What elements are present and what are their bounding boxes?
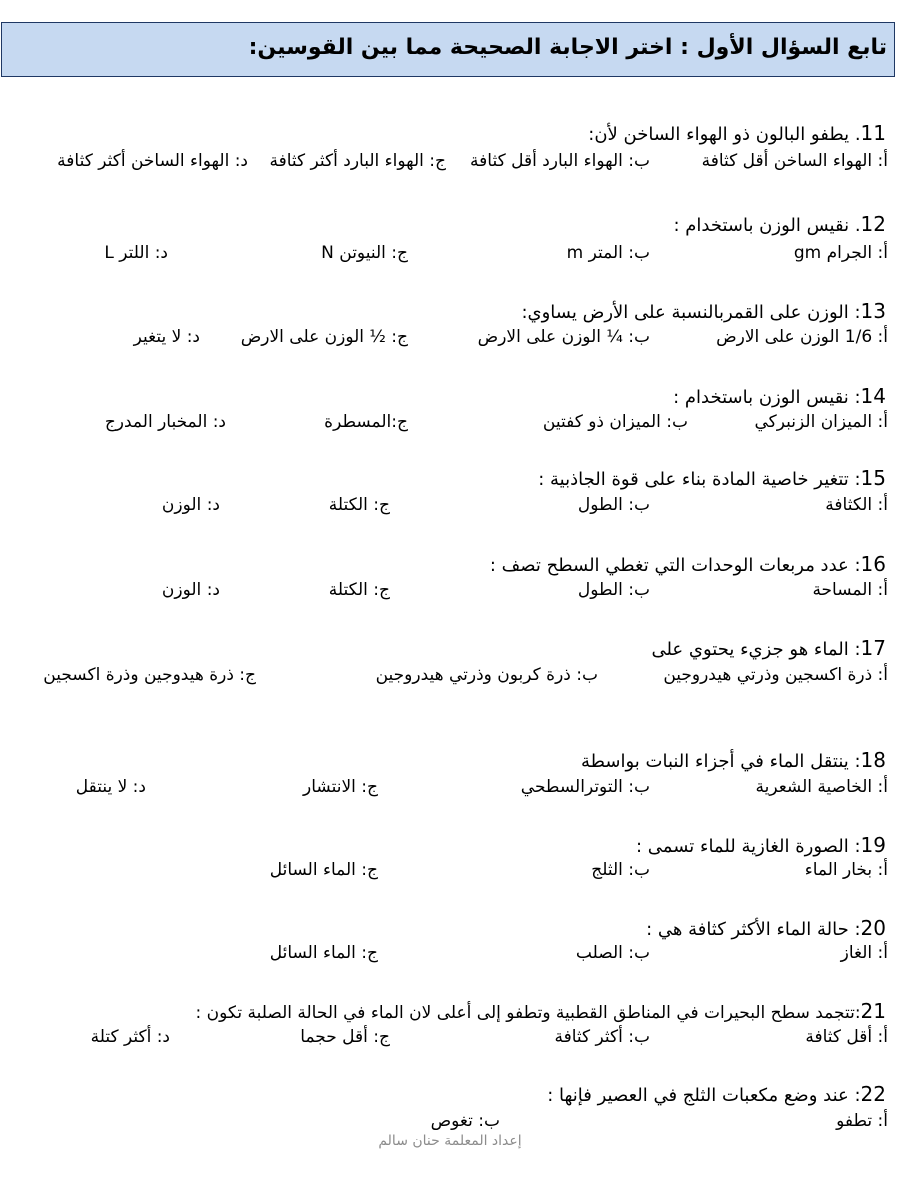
option-c: ج: الكتلة bbox=[328, 580, 390, 600]
author-credit: إعداد المعلمة حنان سالم bbox=[378, 1133, 522, 1149]
option-b: ب: المتر m bbox=[566, 243, 650, 263]
question-21 bbox=[196, 999, 886, 1023]
option-c: ج: الكتلة bbox=[328, 495, 390, 515]
options-18 bbox=[0, 777, 888, 801]
question-text: : حالة الماء الأكثر كثافة هي : bbox=[646, 919, 861, 940]
question-text: : ينتقل الماء في أجزاء النبات بواسطة bbox=[580, 751, 861, 772]
question-number: 11 bbox=[860, 121, 886, 145]
options-21 bbox=[0, 1027, 888, 1051]
question-number: 14 bbox=[860, 384, 886, 408]
option-d: د: الهواء الساخن أكثر كثافة bbox=[57, 151, 248, 171]
question-text: : الصورة الغازية للماء تسمى : bbox=[636, 836, 861, 857]
options-15 bbox=[0, 495, 888, 519]
question-15 bbox=[538, 466, 886, 490]
question-number: 13 bbox=[860, 299, 886, 323]
question-text: . يطفو البالون ذو الهواء الساخن لأن: bbox=[588, 124, 861, 145]
option-d: د: لا يتغير bbox=[133, 327, 200, 347]
options-12 bbox=[0, 243, 888, 267]
option-c: ج: ذرة هيدوجين وذرة اكسجين bbox=[43, 665, 256, 685]
option-b: ب: ذرة كربون وذرتي هيدروجين bbox=[375, 665, 598, 685]
question-text: : تتغير خاصية المادة بناء على قوة الجاذبية : bbox=[538, 469, 861, 490]
option-a: أ: الجرام gm bbox=[793, 243, 888, 263]
question-text: :تتجمد سطح البحيرات في المناطق القطبية وتطفو إلى أعلى لان الماء في الحالة الصلبة تكون : bbox=[195, 1003, 861, 1023]
question-number: 21 bbox=[860, 999, 886, 1023]
option-d: د: الوزن bbox=[161, 580, 220, 600]
question-text: : نقيس الوزن باستخدام : bbox=[673, 387, 861, 408]
question-number: 16 bbox=[860, 552, 886, 576]
option-a: أ: الخاصية الشعرية bbox=[755, 777, 888, 797]
options-22 bbox=[0, 1111, 888, 1135]
option-c: ج: الماء السائل bbox=[269, 860, 378, 880]
option-c: ج: الماء السائل bbox=[269, 943, 378, 963]
question-text: : عند وضع مكعبات الثلج في العصير فإنها : bbox=[547, 1085, 861, 1106]
question-number: 15 bbox=[860, 466, 886, 490]
options-17 bbox=[0, 665, 888, 689]
option-a: أ: المساحة bbox=[812, 580, 888, 600]
options-11 bbox=[0, 151, 888, 175]
option-a: أ: ذرة اكسجين وذرتي هيدروجين bbox=[663, 665, 888, 685]
option-b: ب: الثلج bbox=[591, 860, 650, 880]
option-b: ب: ¼ الوزن على الارض bbox=[477, 327, 650, 347]
options-14 bbox=[0, 412, 888, 436]
question-12 bbox=[673, 212, 886, 236]
question-text: : الوزن على القمربالنسبة على الأرض يساوي: bbox=[521, 302, 861, 323]
question-number: 12 bbox=[860, 212, 886, 236]
option-a: أ: الميزان الزنبركي bbox=[754, 412, 888, 432]
question-text: : عدد مربعات الوحدات التي تغطي السطح تصف : bbox=[489, 555, 861, 576]
question-11 bbox=[588, 121, 886, 145]
section-header bbox=[1, 22, 895, 77]
options-20 bbox=[0, 943, 888, 967]
question-number: 20 bbox=[860, 916, 886, 940]
option-b: ب: الهواء البارد أقل كثافة bbox=[470, 151, 650, 171]
option-b: ب: الصلب bbox=[575, 943, 650, 963]
question-number: 22 bbox=[860, 1082, 886, 1106]
question-17 bbox=[651, 636, 886, 660]
section-title: تابع السؤال الأول : اختر الاجابة الصحيحة مما بين القوسين: bbox=[248, 35, 887, 60]
option-b: ب: التوترالسطحي bbox=[520, 777, 650, 797]
option-c: ج: الانتشار bbox=[303, 777, 378, 797]
question-13 bbox=[521, 299, 886, 323]
option-d: د: لا ينتقل bbox=[75, 777, 146, 797]
options-19 bbox=[0, 860, 888, 884]
question-number: 17 bbox=[860, 636, 886, 660]
question-18 bbox=[581, 748, 886, 772]
option-a: أ: تطفو bbox=[836, 1111, 888, 1131]
question-text: : الماء هو جزيء يحتوي على bbox=[651, 639, 861, 660]
question-number: 19 bbox=[860, 833, 886, 857]
option-c: ج: ½ الوزن على الارض bbox=[240, 327, 408, 347]
question-text: . نقيس الوزن باستخدام : bbox=[673, 215, 861, 236]
option-d: د: المخبار المدرج bbox=[104, 412, 226, 432]
option-a: أ: بخار الماء bbox=[804, 860, 888, 880]
option-c: ج: النيوتن N bbox=[321, 243, 408, 263]
question-number: 18 bbox=[860, 748, 886, 772]
question-20 bbox=[646, 916, 886, 940]
option-d: د: أكثر كتلة bbox=[90, 1027, 170, 1047]
option-a: أ: الهواء الساخن أقل كثافة bbox=[701, 151, 888, 171]
option-a: أ: الكثافة bbox=[825, 495, 888, 515]
option-b: ب: أكثر كثافة bbox=[554, 1027, 650, 1047]
option-a: أ: الغاز bbox=[840, 943, 888, 963]
question-19 bbox=[636, 833, 886, 857]
option-b: ب: الطول bbox=[577, 580, 650, 600]
question-16 bbox=[490, 552, 886, 576]
option-a: أ: أقل كثافة bbox=[805, 1027, 888, 1047]
option-c: ج: الهواء البارد أكثر كثافة bbox=[269, 151, 446, 171]
option-d: د: اللتر L bbox=[104, 243, 168, 263]
option-b: ب: تغوص bbox=[430, 1111, 500, 1131]
question-14 bbox=[673, 384, 886, 408]
option-b: ب: الميزان ذو كفتين bbox=[542, 412, 688, 432]
option-b: ب: الطول bbox=[577, 495, 650, 515]
option-d: د: الوزن bbox=[161, 495, 220, 515]
option-c: ج: أقل حجما bbox=[300, 1027, 390, 1047]
option-c: ج:المسطرة bbox=[324, 412, 408, 432]
options-13 bbox=[0, 327, 888, 351]
options-16 bbox=[0, 580, 888, 604]
question-22 bbox=[547, 1082, 886, 1106]
option-a: أ: 1/6 الوزن على الارض bbox=[716, 327, 888, 347]
